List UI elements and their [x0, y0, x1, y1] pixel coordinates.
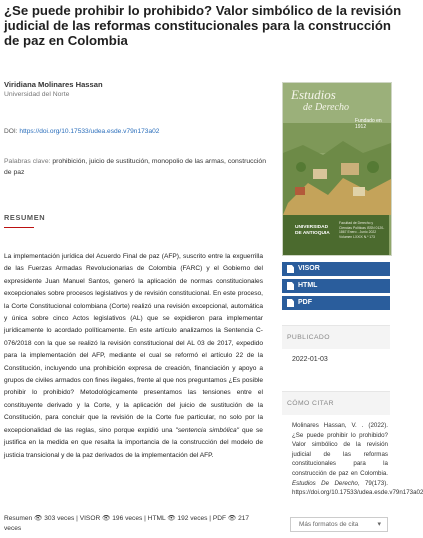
citation-text — [292, 421, 423, 498]
galley-label: HTML — [298, 282, 318, 289]
resumen-heading: RESUMEN — [4, 213, 46, 222]
published-heading: PUBLICADO — [282, 326, 390, 349]
cover-university: UNIVERSIDAD DE ANTIOQUIA — [295, 225, 330, 236]
abstract-text — [4, 251, 263, 462]
cover-subtitle: de Derecho — [303, 102, 349, 113]
abstract-emphasis: "sentencia simbólica" — [175, 426, 239, 434]
file-icon — [287, 282, 294, 290]
keywords — [4, 157, 266, 178]
published-date: 2022-01-03 — [292, 356, 328, 363]
galley-pdf-button[interactable] — [282, 296, 390, 310]
citation-journal: Estudios De Derecho — [292, 479, 358, 487]
author-name: Viridiana Molinares Hassan — [4, 80, 103, 89]
citation-formats-dropdown[interactable] — [290, 517, 388, 532]
resumen-divider — [4, 227, 34, 228]
chevron-down-icon: ▾ — [377, 521, 381, 528]
published-block — [282, 325, 390, 349]
view-stats: Resumen 👁 303 veces | VISOR 👁 196 veces | HTML 👁 192 veces | PDF 👁 217 veces — [4, 515, 250, 532]
article-title: ¿Se puede prohibir lo prohibido? Valor simbólico de la revisión judicial de las reformas constitucionales para la construcción de paz en Colombia — [4, 3, 402, 48]
cover-fine-print: Facultad de Derecho y Ciencias Políticas ISSN 0120-1867 Enero - Junio 2022 Volumen LXXIX N.º 173 — [339, 221, 385, 239]
galley-visor-button[interactable] — [282, 262, 390, 276]
file-icon — [287, 265, 294, 273]
cover-number: Fundado en 1912 — [355, 118, 382, 130]
cover-title: Estudios — [291, 87, 336, 102]
abstract-body: La implementación jurídica del Acuerdo Final de paz (AFP), suscrito entre la exguerrilla de las Fuerzas Armadas Revolucionarias de Colombia (FARC) y el Gobierno del expresidente Juan Manuel Santos, generó la aplicación de normas constitucionales excepcionales sobre procesos legislativos y de revisión constitucional. En este proceso, la Corte Constitucional colombiana (Corte) realizó una revisión excepcional, automática y única sobre cinco Actos legislativos (AL) que se expidieron para implementar jurídicamente lo acordado políticamente. En este artículo analizamos la Sentencia C-076/2018 con la que se realizó la revisión constitucional del AL 03 de 2017, expedido para la implementación del AFP, mediante el cual se reformó el artículo 22 de la Constitución, incluyendo una prohibición expresa de creación, financiación y apoyo a grupos de civiles armados con fines ilegales, frente al que nos preguntamos ¿Es posible prohibir lo prohibido? Metodológicamente presentamos las tensiones entre el constituyente derivado y la Corte, y la aplicación del juicio de sustitución de la Constitución, para concluir que la revisión de la Corte fue particular, no solo por la excepcionalidad de las reglas, sino porque expidió una — [4, 253, 263, 434]
doi-link[interactable]: https://doi.org/10.17533/udea.esde.v79n173a02 — [19, 128, 160, 135]
doi-label: DOI: — [4, 128, 18, 135]
journal-cover[interactable] — [282, 82, 392, 256]
keywords-label: Palabras clave: — [4, 158, 51, 165]
galley-html-button[interactable] — [282, 279, 390, 293]
keywords-value: prohibición, juicio de sustitución, monopolio de las armas, construcción de paz — [4, 158, 266, 176]
citation-heading: CÓMO CITAR — [282, 392, 390, 415]
doi-line — [4, 128, 159, 135]
author-affiliation: Universidad del Norte — [4, 91, 70, 98]
citation-post: , 79(173). https://doi.org/10.17533/udea.esde.v79n173a02 — [292, 479, 423, 497]
file-icon — [287, 299, 294, 307]
galley-label: PDF — [298, 299, 312, 306]
abstract-tail: que se justifica en la medida en que resalta la importancia de la construcción del modelo de justicia transicional y de la paz derivados de la implementación del AFP. — [4, 426, 263, 459]
citation-formats-label: Más formatos de cita — [299, 521, 359, 528]
galley-label: VISOR — [298, 265, 320, 272]
citation-pre: Molinares Hassan, V. . (2022). ¿Se puede prohibir lo prohibido? Valor simbólico de la revisión judicial de las reformas constitucionales para la construcción de paz en Colombia. — [292, 422, 388, 477]
citation-block — [282, 391, 390, 415]
